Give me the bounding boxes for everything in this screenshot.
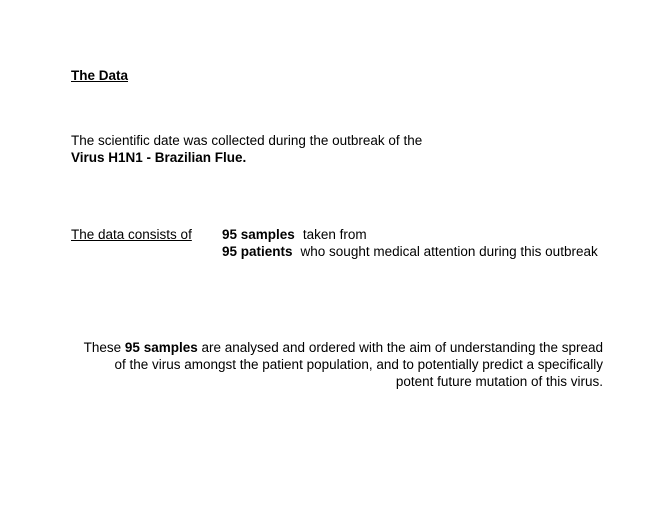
analysis-line-3: potent future mutation of this virus. [395,374,603,389]
analysis-paragraph [63,339,603,390]
analysis-line1-text: are analysed and ordered with the aim of understanding the spread [197,340,603,355]
samples-count: 95 samples [222,227,295,242]
analysis-prefix: These [83,340,125,355]
patients-text: who sought medical attention during this outbreak [300,244,598,259]
analysis-line-2: of the virus amongst the patient population, and to potentially predict a specifically [114,357,603,372]
patients-line [222,244,598,260]
patients-count: 95 patients [222,244,293,259]
analysis-line-1 [63,339,603,356]
samples-line [222,227,367,243]
intro-text: The scientific date was collected during the outbreak of the [71,133,423,148]
analysis-samples-count: 95 samples [124,340,198,355]
page-heading: The Data [71,68,129,83]
data-consists-label: The data consists of [71,227,192,242]
virus-name: Virus H1N1 - Brazilian Flue. [71,150,247,165]
samples-text: taken from [302,227,367,242]
